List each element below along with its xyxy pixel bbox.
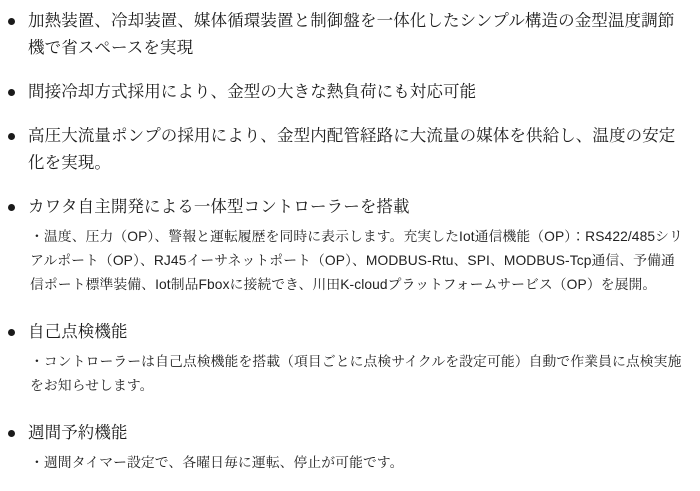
bullet-column (8, 319, 28, 336)
feature-item-high-pressure-pump (8, 123, 690, 177)
bullet-column (8, 123, 28, 140)
feature-item-integrated-controller (8, 194, 690, 297)
feature-body (28, 79, 690, 106)
bullet-column (8, 79, 28, 96)
feature-item-compact-design (8, 8, 690, 62)
feature-body (28, 8, 690, 62)
feature-item-self-check (8, 319, 690, 398)
bullet-dot-icon (8, 204, 15, 211)
bullet-dot-icon (8, 89, 15, 96)
feature-item-indirect-cooling (8, 79, 690, 106)
feature-body (28, 319, 690, 398)
feature-text: 間接冷却方式採用により、金型の大きな熱負荷にも対応可能 (28, 83, 477, 101)
bullet-column (8, 8, 28, 25)
feature-text: 自己点検機能 (28, 323, 128, 341)
feature-body (28, 123, 690, 177)
feature-body (28, 420, 690, 475)
feature-text: 加熱装置、冷却装置、媒体循環装置と制御盤を一体化したシンプル構造の金型温度調節機で省スペースを実現 (28, 12, 675, 57)
feature-text: 高圧大流量ポンプの採用により、金型内配管経路に大流量の媒体を供給し、温度の安定化を実現。 (28, 127, 676, 172)
feature-body (28, 194, 690, 297)
feature-sub-text: ・週間タイマー設定で、各曜日毎に運転、停止が可能です。 (30, 455, 404, 470)
bullet-dot-icon (8, 18, 15, 25)
feature-text: カワタ自主開発による一体型コントローラーを搭載 (28, 198, 410, 216)
feature-sub-text: ・温度、圧力（OP）、警報と運転履歴を同時に表示します。充実したIot通信機能（OP）：RS422/485シリアルポート（OP）、RJ45イーサネットポート（OP）、MODBUS-Rtu、SPI、MODBUS-Tcp通信、予備通信ポート標準装備、Iot制品Fboxに接続でき、川田K-cloudプラットフォームサービス（OP）を展開。 (30, 229, 683, 292)
bullet-column (8, 194, 28, 211)
bullet-column (8, 420, 28, 437)
feature-sub-text: ・コントローラーは自己点検機能を搭載（項目ごとに点検サイクルを設定可能）自動で作業員に点検実施をお知らせします。 (30, 354, 682, 393)
feature-text: 週間予約機能 (28, 424, 128, 442)
bullet-dot-icon (8, 133, 15, 140)
feature-item-weekly-timer (8, 420, 690, 475)
bullet-dot-icon (8, 329, 15, 336)
bullet-dot-icon (8, 430, 15, 437)
